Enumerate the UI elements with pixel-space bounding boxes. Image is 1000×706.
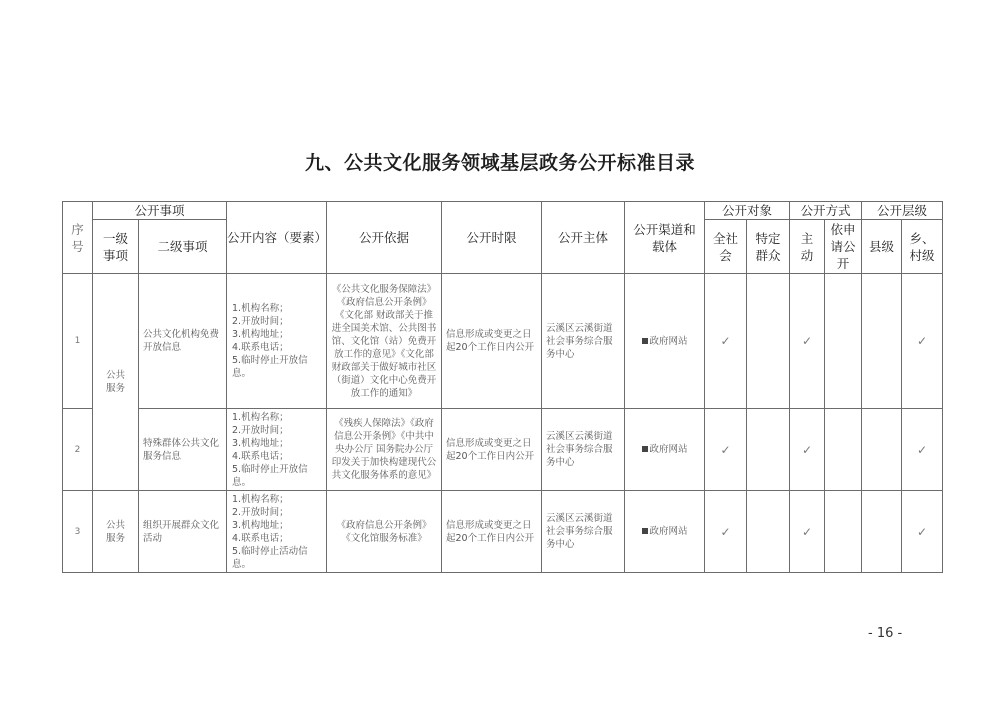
header-level-village: 乡、村级: [902, 220, 943, 274]
row-level-county: [862, 409, 902, 491]
row-target-all: ✓: [705, 409, 747, 491]
row-target-specific: [747, 274, 790, 409]
header-channel: 公开渠道和载体: [625, 202, 705, 274]
row-method-request: [825, 491, 862, 573]
header-method-group: 公开方式: [790, 202, 862, 220]
header-level1: 一级事项: [93, 220, 139, 274]
square-bullet-icon: [642, 338, 648, 344]
row-content: 1.机构名称； 2.开放时间； 3.机构地址； 4.联系电话； 5.临时停止活动信息。: [227, 491, 327, 573]
row-content: 1.机构名称； 2.开放时间； 3.机构地址； 4.联系电话； 5.临时停止开放信息。: [227, 409, 327, 491]
catalog-table: [62, 201, 943, 573]
row-basis: 《政府信息公开条例》《文化馆服务标准》: [327, 491, 442, 573]
row-level1: 公共服务: [93, 491, 139, 573]
table-row: [63, 491, 943, 573]
row-level1: 公共服务: [93, 274, 139, 491]
header-subject: 公开主体: [542, 202, 625, 274]
row-target-specific: [747, 409, 790, 491]
row-method-request: [825, 274, 862, 409]
row-time-limit: 信息形成或变更之日起20个工作日内公开: [442, 491, 542, 573]
row-level-village: ✓: [902, 409, 943, 491]
row-target-specific: [747, 491, 790, 573]
header-method-request: 依申请公开: [825, 220, 862, 274]
row-target-all: ✓: [705, 274, 747, 409]
row-level-county: [862, 491, 902, 573]
row-method-request: [825, 409, 862, 491]
row-seq: 2: [63, 409, 93, 491]
header-content: 公开内容（要素）: [227, 202, 327, 274]
square-bullet-icon: [642, 528, 648, 534]
row-method-active: ✓: [790, 409, 825, 491]
table-row: [63, 409, 943, 491]
square-bullet-icon: [642, 446, 648, 452]
row-level2: 组织开展群众文化活动: [139, 491, 227, 573]
header-method-active: 主动: [790, 220, 825, 274]
row-method-active: ✓: [790, 274, 825, 409]
row-level2: 特殊群体公共文化服务信息: [139, 409, 227, 491]
page-number: - 16 -: [868, 626, 903, 641]
row-content: 1.机构名称； 2.开放时间； 3.机构地址； 4.联系电话； 5.临时停止开放信息。: [227, 274, 327, 409]
header-basis: 公开依据: [327, 202, 442, 274]
row-channel: 政府网站: [625, 274, 705, 409]
row-seq: 1: [63, 274, 93, 409]
header-level-county: 县级: [862, 220, 902, 274]
header-target-specific: 特定群众: [747, 220, 790, 274]
table-row: [63, 274, 943, 409]
header-time-limit: 公开时限: [442, 202, 542, 274]
header-seq: 序号: [63, 202, 93, 274]
row-channel: 政府网站: [625, 491, 705, 573]
header-level2: 二级事项: [139, 220, 227, 274]
row-level-village: ✓: [902, 274, 943, 409]
row-subject: 云溪区云溪街道社会事务综合服务中心: [542, 491, 625, 573]
row-subject: 云溪区云溪街道社会事务综合服务中心: [542, 409, 625, 491]
row-level2: 公共文化机构免费开放信息: [139, 274, 227, 409]
row-seq: 3: [63, 491, 93, 573]
page-title: 九、公共文化服务领域基层政务公开标准目录: [304, 152, 695, 174]
row-target-all: ✓: [705, 491, 747, 573]
row-time-limit: 信息形成或变更之日起20个工作日内公开: [442, 409, 542, 491]
header-level-group: 公开层级: [862, 202, 943, 220]
row-basis: 《公共文化服务保障法》《政府信息公开条例》《文化部 财政部关于推进全国美术馆、公共图书馆、文化馆（站）免费开放工作的意见》《文化部 财政部关于做好城市社区（街道）文化中心免费开放工作的通知》: [327, 274, 442, 409]
row-subject: 云溪区云溪街道社会事务综合服务中心: [542, 274, 625, 409]
row-level-village: ✓: [902, 491, 943, 573]
row-time-limit: 信息形成或变更之日起20个工作日内公开: [442, 274, 542, 409]
row-method-active: ✓: [790, 491, 825, 573]
row-level-county: [862, 274, 902, 409]
row-channel: 政府网站: [625, 409, 705, 491]
header-matter-group: 公开事项: [93, 202, 227, 220]
row-basis: 《残疾人保障法》《政府信息公开条例》《中共中央办公厅 国务院办公厅印发关于加快构建现代公共文化服务体系的意见》: [327, 409, 442, 491]
header-target-all: 全社会: [705, 220, 747, 274]
header-target-group: 公开对象: [705, 202, 790, 220]
